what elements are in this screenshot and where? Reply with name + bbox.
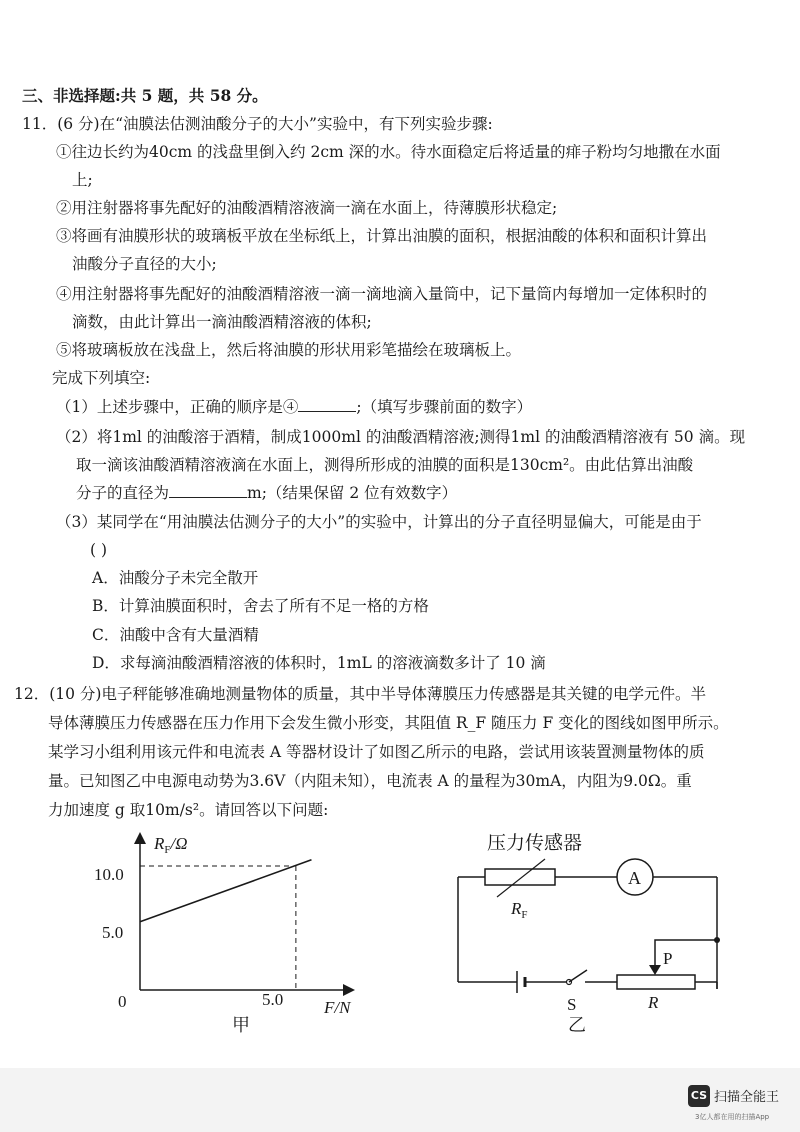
q11-part-3: （3）某同学在“用油膜法估测分子的大小”的实验中，计算出的分子直径明显偏大，可能是由于	[56, 513, 702, 531]
q11-part-2-answer	[76, 483, 457, 503]
option-d: D．求每滴油酸酒精溶液的体积时，1mL 的溶液滴数多计了 10 滴	[92, 654, 546, 672]
camscanner-logo: CS	[688, 1085, 710, 1107]
y-axis-label: $R_F/\Omega$	[154, 834, 188, 856]
rheostat-label: R	[648, 993, 659, 1012]
camscanner-name: 扫描全能王	[714, 1090, 780, 1105]
q11-stem: 11．(6 分)在“油膜法估测油酸分子的大小”实验中，有下列实验步骤:	[22, 115, 493, 133]
y-tick-label-bottom: 5.0	[102, 923, 124, 942]
switch-label: S	[567, 995, 577, 1014]
section-title: 三、非选择题:共 5 题，共 58 分。	[22, 86, 268, 105]
q12-line-2: 导体薄膜压力传感器在压力作用下会发生微小形变，其阻值 R_F 随压力 F 变化的图线如图甲所示。	[48, 714, 729, 732]
q11-part-1-tail: ;（填写步骤前面的数字）	[356, 398, 533, 416]
y-tick-label-top: 10.0	[94, 865, 124, 884]
q11-part-2-cont: 取一滴该油酸酒精溶液滴在水面上，测得所形成的油膜的面积是130cm²。由此估算出油酸	[76, 456, 694, 474]
graph-jia	[90, 825, 390, 1035]
sensor-symbol: $R_F$	[511, 899, 528, 921]
figure-caption-yi: 乙	[568, 1015, 586, 1032]
q11-part-2-lead: 分子的直径为	[76, 484, 170, 502]
rheostat	[617, 975, 695, 989]
q11-step-4-cont: 滴数，由此计算出一滴油酸酒精溶液的体积;	[72, 313, 372, 331]
x-axis-label: F/N	[324, 998, 351, 1017]
circuit-yi	[445, 827, 745, 1032]
q11-step-3-cont: 油酸分子直径的大小;	[72, 255, 217, 273]
answer-blank-1[interactable]	[298, 397, 356, 412]
ammeter-label: A	[628, 868, 641, 888]
figure-caption-jia: 甲	[232, 1015, 250, 1035]
q11-step-5: ⑤将玻璃板放在浅盘上，然后将油膜的形状用彩笔描绘在玻璃板上。	[56, 341, 522, 359]
option-a: A．油酸分子未完全散开	[92, 569, 259, 587]
slider-arrow	[649, 965, 661, 975]
camscanner-tagline: 3亿人都在用的扫描App	[695, 1113, 770, 1121]
q11-part-1	[56, 397, 532, 417]
q11-step-2: ②用注射器将事先配好的油酸酒精溶液滴一滴在水面上，待薄膜形状稳定;	[56, 199, 558, 217]
q11-step-3: ③将画有油膜形状的玻璃板平放在坐标纸上，计算出油膜的面积，根据油酸的体积和面积计算出	[56, 227, 708, 245]
q11-fill-prompt: 完成下列填空:	[52, 369, 151, 387]
slider-label: P	[663, 949, 673, 968]
q11-part-2-tail: m;（结果保留 2 位有效数字）	[247, 484, 458, 502]
switch-blade	[569, 970, 587, 982]
scanner-footer	[0, 1068, 800, 1132]
rf-line	[140, 860, 311, 922]
sensor-label: 压力传感器	[487, 833, 583, 854]
pressure-sensor-resistor	[485, 869, 555, 885]
q11-step-1: ①往边长约为40cm 的浅盘里倒入约 2cm 深的水。待水面稳定后将适量的痱子粉均匀地撒在水面	[56, 143, 721, 161]
option-c: C．油酸中含有大量酒精	[92, 626, 259, 644]
q11-part-1-text: （1）上述步骤中，正确的顺序是④	[56, 398, 299, 416]
q12-line-3: 某学习小组利用该元件和电流表 A 等器材设计了如图乙所示的电路，尝试用该装置测量物体的质	[48, 743, 705, 761]
answer-blank-2[interactable]	[169, 483, 247, 498]
q11-step-4: ④用注射器将事先配好的油酸酒精溶液一滴一滴地滴入量筒中，记下量筒内每增加一定体积时的	[56, 285, 708, 303]
q11-step-1-cont: 上;	[72, 171, 93, 189]
q12-line-1: 12．(10 分)电子秤能够准确地测量物体的质量，其中半导体薄膜压力传感器是其关键的电学元件。半	[14, 685, 706, 703]
x-tick-label: 5.0	[262, 990, 284, 1009]
origin-label: 0	[118, 992, 127, 1011]
q11-part-2: （2）将1ml 的油酸溶于酒精，制成1000ml 的油酸酒精溶液;测得1ml 的油酸酒精溶液有 50 滴。现	[56, 428, 746, 446]
option-b: B．计算油膜面积时，舍去了所有不足一格的方格	[92, 597, 429, 615]
q11-part-3-bracket: ( )	[90, 541, 108, 559]
q12-line-4: 量。已知图乙中电源电动势为3.6V（内阻未知），电流表 A 的量程为30mA，内阻为9.0Ω。重	[48, 772, 692, 790]
q12-line-5: 力加速度 g 取10m/s²。请回答以下问题:	[48, 801, 329, 819]
